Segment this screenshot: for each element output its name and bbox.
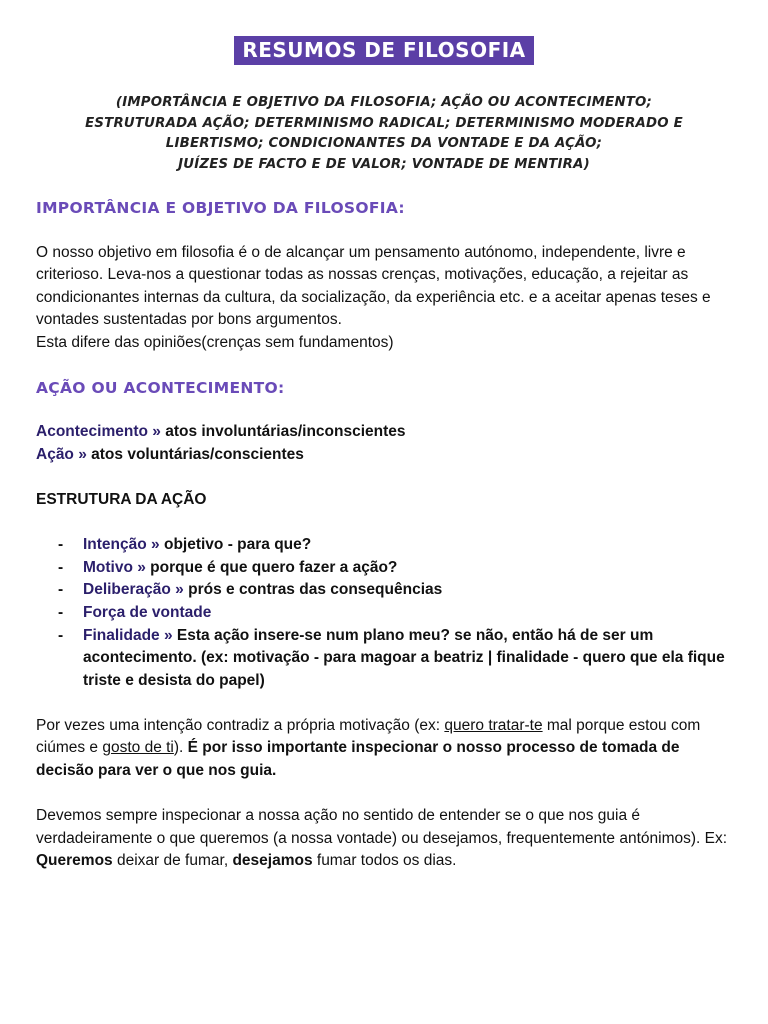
list-item <box>58 534 732 557</box>
list-dash: - <box>58 626 64 644</box>
structure-title: ESTRUTURA DA AÇÃO <box>36 490 207 508</box>
section-paragraph: O nosso objetivo em filosofia é o de alcançar um pensamento autónomo, independente, livre e criterioso. Leva-nos a questionar todas as nossas crenças, motivações, educação, a rejeitar as condicionantes internas da cultura, da socialização, da experiência etc. e a aceitar apenas teses e vontades sustentadas por bons argumentos. <box>36 243 711 329</box>
bold-statement: É por isso importante inspecionar o nosso processo de tomada de decisão para ver o que nos guia. <box>36 739 680 780</box>
section-importance <box>36 197 732 355</box>
definition-text: atos involuntárias/inconscientes <box>160 423 406 441</box>
structure-list <box>36 534 732 692</box>
list-dash: - <box>58 536 64 554</box>
list-dash: - <box>58 558 64 576</box>
definition-acao <box>36 444 732 467</box>
paragraph-will <box>36 805 732 873</box>
item-text: objetivo - para que? <box>159 536 312 554</box>
section-action <box>36 377 732 873</box>
item-text: Esta ação insere-se num plano meu? se não, então há de ser um acontecimento. (ex: motivação - para magoar a beatriz | finalidade - quero que ela fique triste e desista do papel) <box>83 626 725 689</box>
underlined-example: quero tratar-te <box>444 716 543 734</box>
item-text: prós e contras das consequências <box>183 581 443 599</box>
text-run: mal porque estou com ciúmes e <box>36 716 701 757</box>
subtitle-line: ESTRUTURADA AÇÃO; DETERMINISMO RADICAL; DETERMINISMO MODERADO E <box>85 115 683 131</box>
underlined-example: gosto de ti <box>102 739 174 757</box>
section-heading: AÇÃO OU ACONTECIMENTO: <box>36 378 285 397</box>
list-item <box>58 625 732 693</box>
subtitle-line: JUÍZES DE FACTO E DE VALOR; VONTADE DE MENTIRA) <box>178 156 590 172</box>
item-term: Finalidade » <box>83 626 173 644</box>
document-subtitle <box>36 93 732 175</box>
section-note: Esta difere das opiniões(crenças sem fundamentos) <box>36 333 394 351</box>
definition-acontecimento <box>36 421 732 444</box>
list-item <box>58 579 732 602</box>
definition-text: atos voluntárias/conscientes <box>86 445 304 463</box>
list-dash: - <box>58 603 64 621</box>
item-term: Deliberação » <box>83 581 184 599</box>
bold-word: Queremos <box>36 852 113 870</box>
item-term: Motivo » <box>83 558 146 576</box>
text-run: deixar de fumar, <box>112 852 233 870</box>
subtitle-line: (IMPORTÂNCIA E OBJETIVO DA FILOSOFIA; AÇÃO OU ACONTECIMENTO; <box>115 95 653 110</box>
list-dash: - <box>58 581 64 599</box>
item-term: Intenção » <box>83 536 160 554</box>
bold-word: desejamos <box>232 852 313 870</box>
list-item <box>58 557 732 580</box>
document-title: RESUMOS DE FILOSOFIA <box>234 36 533 65</box>
item-text: porque é que quero fazer a ação? <box>145 558 398 576</box>
title-container <box>36 0 732 65</box>
list-item <box>58 602 732 625</box>
item-term: Força de vontade <box>83 603 212 621</box>
text-run: Por vezes uma intenção contradiz a própria motivação (ex: <box>36 716 445 734</box>
subtitle-line: LIBERTISMO; CONDICIONANTES DA VONTADE E DA AÇÃO; <box>165 136 603 151</box>
text-run: ). <box>173 739 188 757</box>
paragraph-intention <box>36 715 732 783</box>
text-run: Devemos sempre inspecionar a nossa ação no sentido de entender se o que nos guia é verdadeiramente o que queremos (a nossa vontade) ou desejamos, frequentemente antónimos). Ex: <box>36 807 728 847</box>
text-run: fumar todos os dias. <box>312 852 457 870</box>
section-heading: IMPORTÂNCIA E OBJETIVO DA FILOSOFIA: <box>36 199 405 217</box>
definition-term: Acontecimento » <box>36 423 161 441</box>
definition-term: Ação » <box>36 445 87 463</box>
